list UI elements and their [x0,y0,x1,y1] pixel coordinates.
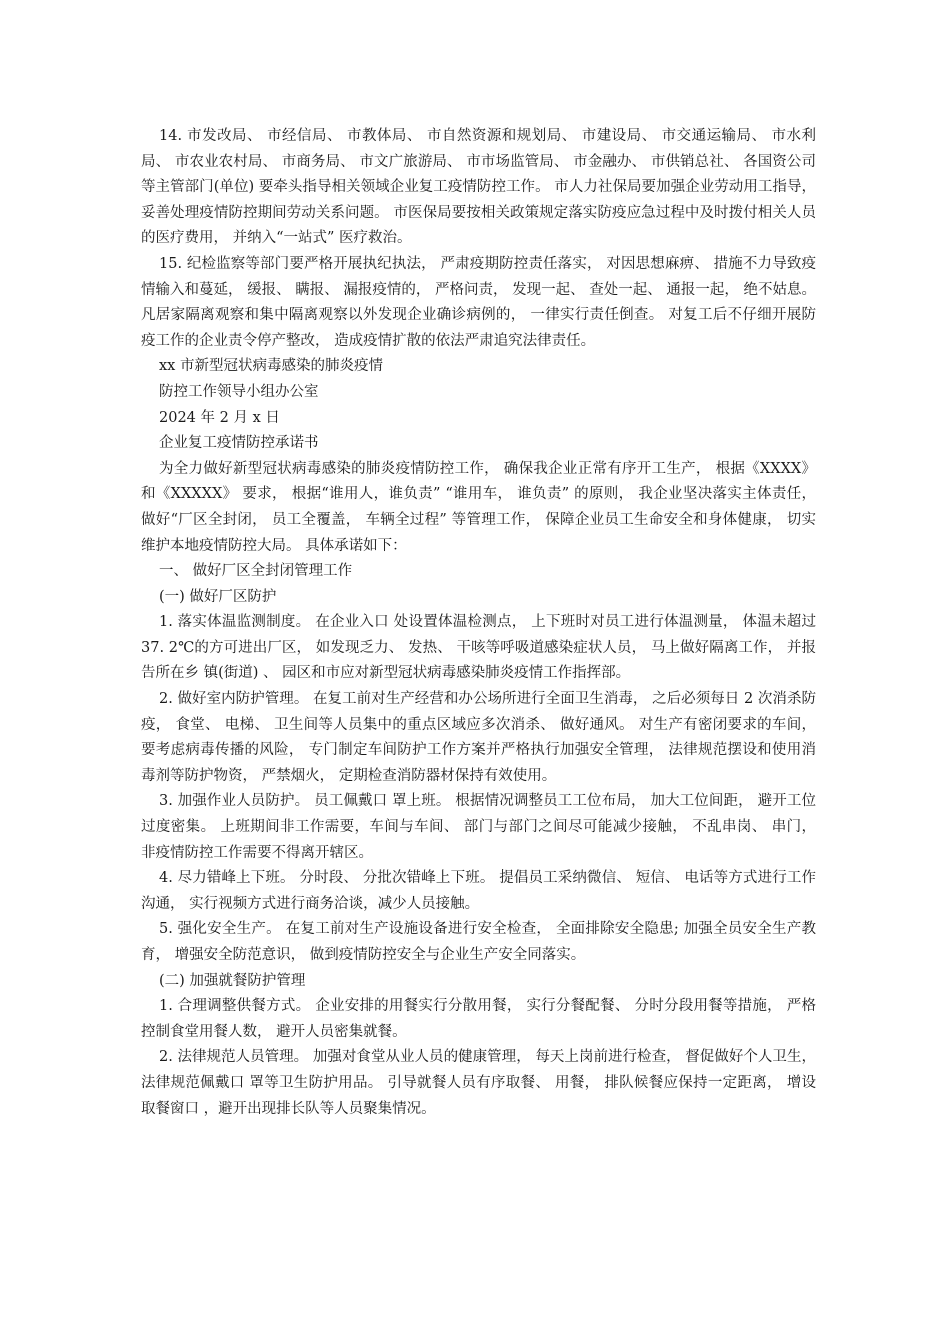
commitment-intro: 为全力做好新型冠状病毒感染的肺炎疫情防控工作， 确保我企业正常有序开工生产， 根据《XXXX》 和《XXXXX》 要求， 根据“谁用人，谁负责” “谁用车， 谁负责” 的原则， 我企业坚决落实主体责任， 做好“厂区全封闭， 员工全覆盖， 车辆全过程” 等管理工作， 保障企业员工生命安全和身体健康， 切实维护本地疫情防控大局。 具体承诺如下： [141,460,816,554]
issuer-line-2: 防控工作领导小组办公室 [159,383,319,400]
item-temperature-monitoring: 1. 落实体温监测制度。 在企业入口 处设置体温检测点， 上下班时对员工进行体温测量， 体温未超过 37. 2℃的方可进出厂区， 如发现乏力、 发热、 干咳等呼吸道感染症状人员， 马上做好隔离工作， 并报告所在乡 镇(街道) 、 园区和市应对新型冠状病毒感染肺炎疫情工作指挥部。 [141,614,816,682]
issue-date: 2024 年 2 月 x 日 [159,409,280,426]
document-body [141,124,816,1122]
item-staggered-shifts: 4. 尽力错峰上下班。 分时段、 分批次错峰上下班。 提倡员工采纳微信、 短信、 电话等方式进行工作沟通， 实行视频方式进行商务洽谈，减少人员接触。 [141,870,816,912]
item-worker-protection: 3. 加强作业人员防护。 员工佩戴口 罩上班。 根据情况调整员工工位布局， 加大工位间距， 避开工位过度密集。 上班期间非工作需要，车间与车间、 部门与部门之间尽可能减少接触， 不乱串岗、 串门， 非疫情防控工作需要不得离开辖区。 [141,793,816,861]
paragraph-15-discipline: 15. 纪检监察等部门要严格开展执纪执法， 严肃疫期防控责任落实， 对因思想麻痹、 措施不力导致疫情输入和蔓延， 缓报、 瞒报、 漏报疫情的， 严格问责， 发现一起、 查处一起、 通报一起， 绝不姑息。凡居家隔离观察和集中隔离观察以外发现企业确诊病例的， 一律实行责任倒查。 对复工后不仔细开展防疫工作的企业责令停产整改， 造成疫情扩散的依法严肃追究法律责任。 [141,255,816,349]
item-safety-production: 5. 强化安全生产。 在复工前对生产设施设备进行安全检查， 全面排除安全隐患; 加强全员安全生产教育， 增强安全防范意识， 做到疫情防控安全与企业生产安全同落实。 [141,921,816,963]
item-indoor-protection: 2. 做好室内防护管理。 在复工前对生产经营和办公场所进行全面卫生消毒， 之后必须每日 2 次消杀防疫， 食堂、 电梯、 卫生间等人员集中的重点区域应多次消杀、 做好通风。 对生产有密闭要求的车间，要考虑病毒传播的风险， 专门制定车间防护工作方案并严格执行加强安全管理， 法律规范摆设和使用消毒剂等防护物资， 严禁烟火， 定期检查消防器材保持有效使用。 [141,691,816,784]
subsection-heading-2: (二) 加强就餐防护管理 [159,972,306,989]
commitment-title: 企业复工疫情防控承诺书 [159,435,319,452]
section-heading-1: 一、 做好厂区全封闭管理工作 [159,563,353,580]
subsection-heading-1: (一) 做好厂区防护 [159,588,277,605]
item-staff-management: 2. 法律规范人员管理。 加强对食堂从业人员的健康管理， 每天上岗前进行检查， 督促做好个人卫生， 法律规范佩戴口 罩等卫生防护用品。 引导就餐人员有序取餐、 用餐， 排队候餐应保持一定距离， 增设取餐窗口 ，避开出现排长队等人员聚集情况。 [141,1049,816,1117]
issuer-line-1: xx 市新型冠状病毒感染的肺炎疫情 [159,358,383,375]
item-meal-arrangement: 1. 合理调整供餐方式。 企业安排的用餐实行分散用餐， 实行分餐配餐、 分时分段用餐等措施， 严格控制食堂用餐人数， 避开人员密集就餐。 [141,998,816,1040]
paragraph-14-departments: 14. 市发改局、 市经信局、 市教体局、 市自然资源和规划局、 市建设局、 市交通运输局、 市水利局、 市农业农村局、 市商务局、 市文广旅游局、 市市场监管局、 市金融办、 市供销总社、 各国资公司等主管部门(单位) 要牵头指导相关领域企业复工疫情防控工作。 市人力社保局要加强企业劳动用工指导， 妥善处理疫情防控期间劳动关系问题。 市医保局要按相关政策规定落实防疫应急过程中及时拨付相关人员的医疗费用， 并纳入“一站式” 医疗救治。 [141,128,816,247]
